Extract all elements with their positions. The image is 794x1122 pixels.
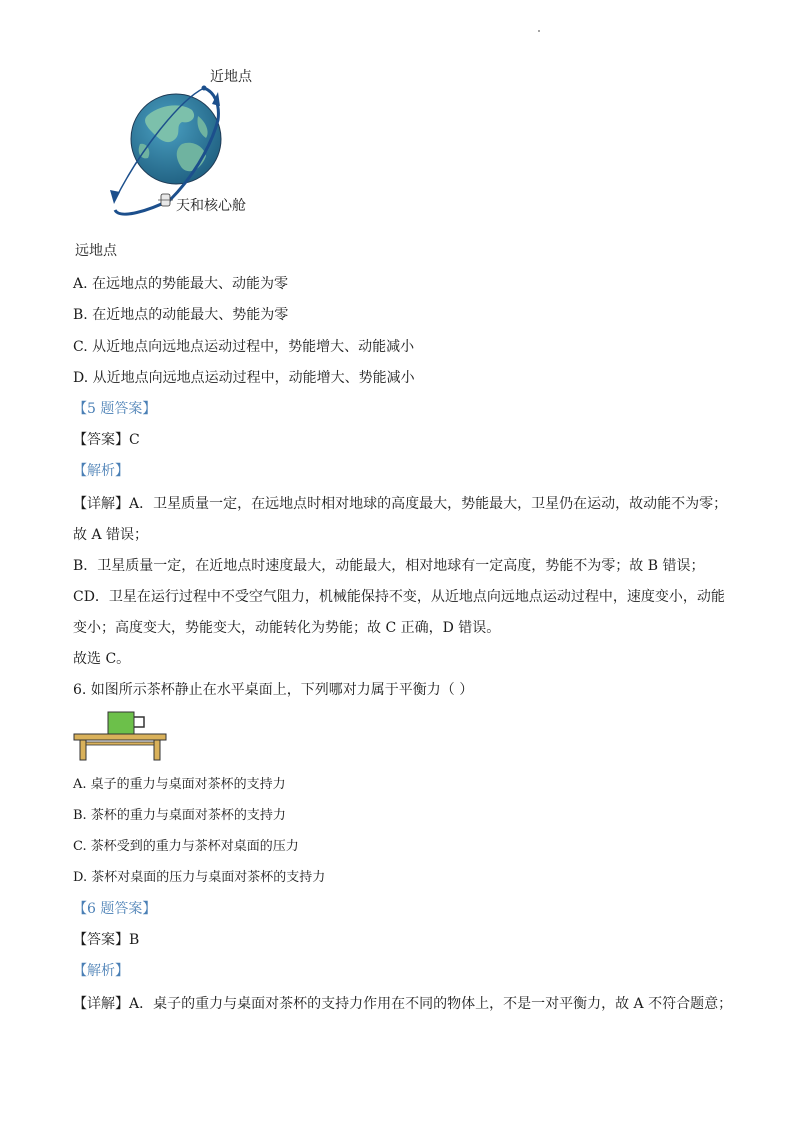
cup-on-table-figure (72, 708, 168, 764)
q6-option-b: B. 茶杯的重力与桌面对茶杯的支持力 (73, 808, 286, 823)
q5-detail-line: 故 A 错误； (73, 527, 149, 543)
core-module-label: 天和核心舱 (176, 198, 246, 214)
q6-analysis-header: 【解析】 (73, 963, 129, 979)
perigee-label: 近地点 (210, 69, 252, 85)
q6-detail-line: 【详解】A．桌子的重力与桌面对茶杯的支持力作用在不同的物体上，不是一对平衡力，故 A 不符合题意； (73, 996, 733, 1012)
q5-detail-line: B．卫星质量一定，在近地点时速度最大，动能最大，相对地球有一定高度，势能不为零；故 B 错误； (73, 558, 705, 574)
q6-question: 6. 如图所示茶杯静止在水平桌面上，下列哪对力属于平衡力（ ） (73, 682, 474, 698)
q5-detail-line: CD．卫星在运行过程中不受空气阻力，机械能保持不变，从近地点向远地点运动过程中，速度变小，动能 (73, 589, 725, 605)
teacup-icon (108, 712, 144, 734)
q5-detail-line: 故选 C。 (73, 651, 131, 667)
q5-answer: 【答案】C (73, 432, 140, 448)
q5-option-b: B. 在近地点的动能最大、势能为零 (73, 307, 289, 323)
q6-option-d: D. 茶杯对桌面的压力与桌面对茶杯的支持力 (73, 870, 326, 885)
orbit-figure (70, 60, 280, 265)
table-icon (74, 734, 166, 760)
q5-option-a: A. 在远地点的势能最大、动能为零 (73, 276, 289, 292)
q5-detail-line: 【详解】A．卫星质量一定，在远地点时相对地球的高度最大，势能最大，卫星仍在运动，故动能不为零； (73, 496, 728, 512)
cup-table-diagram (72, 708, 168, 764)
q5-detail-line: 变小；高度变大，势能变大，动能转化为势能；故 C 正确，D 错误。 (73, 620, 501, 636)
q5-option-d: D. 从近地点向远地点运动过程中，动能增大、势能减小 (73, 370, 415, 386)
q6-answer-header: 【6 题答案】 (73, 901, 157, 917)
earth-globe (131, 94, 221, 184)
apogee-label: 远地点 (75, 243, 117, 259)
q6-option-a: A. 桌子的重力与桌面对茶杯的支持力 (73, 777, 286, 792)
q6-answer: 【答案】B (73, 932, 140, 948)
q5-answer-header: 【5 题答案】 (73, 401, 157, 417)
scan-dot (538, 30, 540, 32)
q5-option-c: C. 从近地点向远地点运动过程中，势能增大、动能减小 (73, 339, 415, 355)
orbit-diagram (70, 60, 280, 265)
q6-option-c: C. 茶杯受到的重力与茶杯对桌面的压力 (73, 839, 299, 854)
q5-analysis-header: 【解析】 (73, 463, 129, 479)
